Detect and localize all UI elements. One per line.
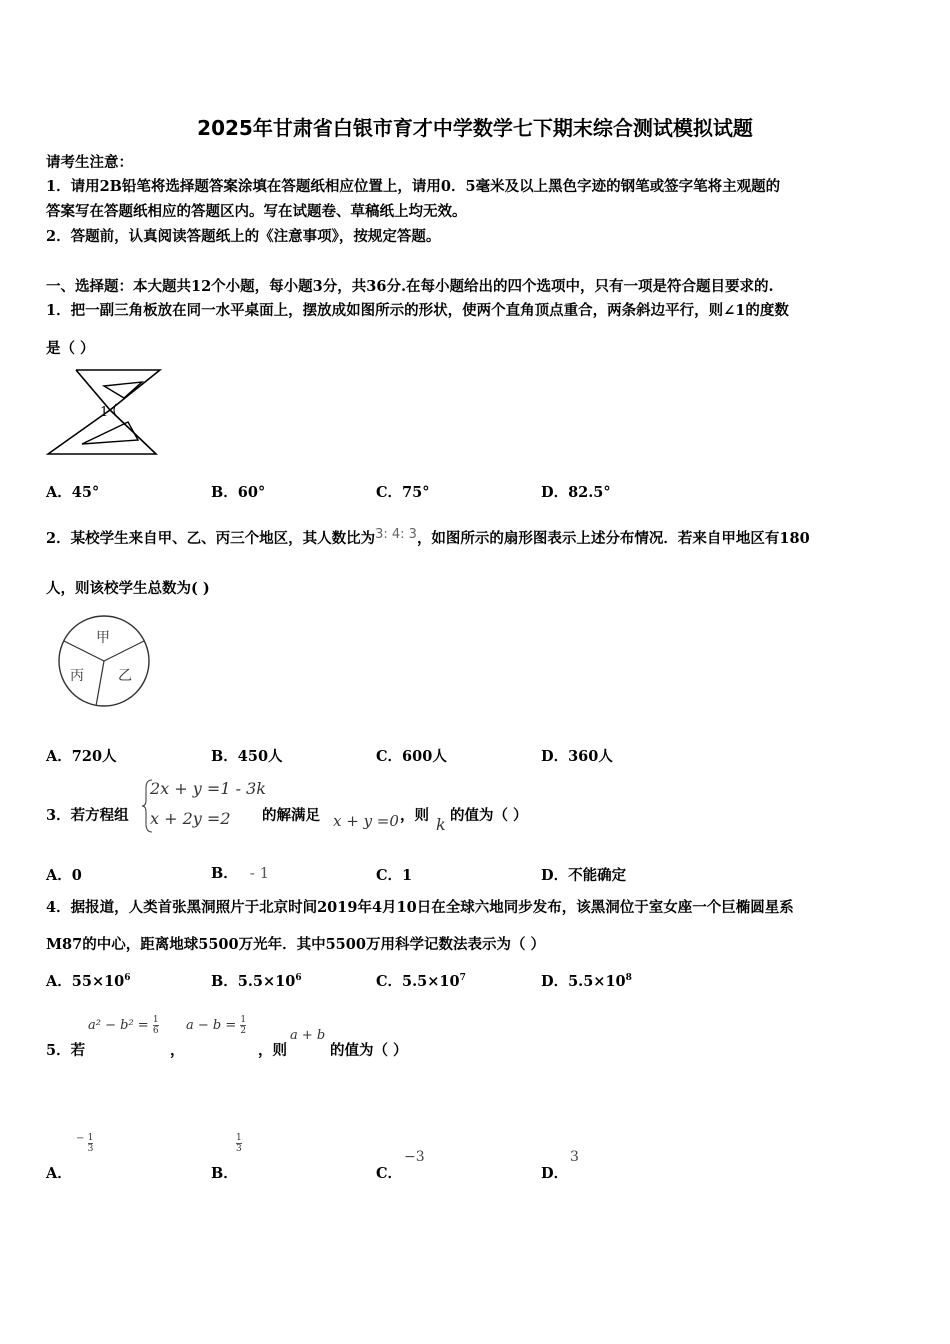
q1-option-d[interactable]: D．82.5° [541, 484, 611, 501]
q1-angle-label: 1 [100, 405, 109, 420]
q5-equation-1: a² − b² = $\frac{1}{6}$ [88, 1015, 159, 1036]
page-title: 2025年甘肃省白银市育才中学数学七下期末综合测试模拟试题 [197, 116, 753, 140]
q3-equation-1: 2x + y =1 - 3k [150, 779, 266, 798]
q3-suffix: 的值为（ ） [450, 807, 528, 824]
q5-option-b-letter[interactable]: B． [211, 1165, 238, 1182]
notice-heading: 请考生注意： [46, 154, 133, 171]
q1-option-c[interactable]: C．75° [376, 484, 430, 501]
q5-option-a-value: − $\frac{1}{3}$ [76, 1133, 94, 1154]
section-heading: 一、选择题：本大题共12个小题，每小题3分，共36分.在每小题给出的四个选项中，只有一项是符合题目要求的. [46, 278, 774, 295]
q3-option-c[interactable]: C．1 [376, 867, 413, 884]
q2-option-b[interactable]: B．450人 [211, 748, 283, 765]
q2-option-c[interactable]: C．600人 [376, 748, 447, 765]
q5-option-c-letter[interactable]: C． [376, 1165, 403, 1182]
q3-prefix: 3．若方程组 [46, 807, 129, 824]
q4-option-d[interactable]: D．$5.5\times 10^8$ [541, 973, 632, 990]
q3-equation-2: x + 2y =2 [150, 809, 231, 828]
pie-label-bing: 丙 [70, 668, 84, 684]
q1-stem-line1: 1．把一副三角板放在同一水平桌面上，摆放成如图所示的形状，使两个直角顶点重合，两条斜边平行，则∠1的度数 [46, 302, 789, 319]
q5-option-a-letter[interactable]: A． [46, 1165, 72, 1182]
q3-option-b[interactable]: B． - 1 [211, 864, 270, 882]
q5-then: ，则 [258, 1042, 287, 1059]
q5-expression: a + b [290, 1028, 326, 1043]
q4-stem-line1: 4．据报道，人类首张黑洞照片于北京时间2019年4月10日在全球六地同步发布，该黑洞位于室女座一个巨椭圆星系 [46, 899, 794, 916]
q4-stem-line2: M87的中心，距离地球5500万光年．其中5500万用科学记数法表示为（ ） [46, 936, 545, 953]
q3-then: ，则 [400, 807, 429, 824]
q3-k: k [436, 815, 446, 834]
q4-option-b[interactable]: B．$5.5\times 10^6$ [211, 973, 302, 990]
pie-label-yi: 乙 [118, 668, 132, 684]
q2-stem-line2: 人，则该校学生总数为( ) [46, 580, 210, 597]
q5-suffix: 的值为（ ） [330, 1042, 408, 1059]
q3-condition: x + y =0 [333, 812, 399, 830]
q4-option-a[interactable]: A．$55\times 10^6$ [46, 973, 131, 990]
notice-line-2: 2．答题前，认真阅读答题纸上的《注意事项》，按规定答题。 [46, 228, 441, 245]
q3-option-a[interactable]: A．0 [46, 867, 82, 884]
q2-ratio: 3: 4: 3 [375, 527, 417, 542]
notice-line-1b: 答案写在答题纸相应的答题区内。写在试题卷、草稿纸上均无效。 [46, 203, 467, 220]
q2-option-d[interactable]: D．360人 [541, 748, 613, 765]
q5-option-d-letter[interactable]: D． [541, 1165, 569, 1182]
q5-option-d-value: 3 [570, 1149, 579, 1165]
q1-triangle-figure [46, 368, 162, 456]
q1-stem-line2: 是（ ） [46, 340, 95, 357]
q1-option-b[interactable]: B．60° [211, 484, 266, 501]
q2-pie-chart [56, 614, 154, 708]
q5-comma: ， [170, 1042, 185, 1059]
q3-option-d[interactable]: D．不能确定 [541, 867, 627, 884]
pie-label-jia: 甲 [96, 630, 110, 646]
q2-option-a[interactable]: A．720人 [46, 748, 117, 765]
q2-stem-line1: 2．某校学生来自甲、乙、丙三个地区，其人数比为3: 4: 3，如图所示的扇形图表示上述分布情况．若来自甲地区有180 [46, 527, 810, 547]
q5-option-c-value: −3 [404, 1149, 425, 1165]
notice-line-1a: 1．请用2B铅笔将选择题答案涂填在答题纸相应位置上，请用0．5毫米及以上黑色字迹的钢笔或签字笔将主观题的 [46, 178, 781, 195]
q5-prefix: 5．若 [46, 1042, 86, 1059]
q5-equation-2: a − b = $\frac{1}{2}$ [186, 1015, 247, 1036]
q3-mid-text: 的解满足 [262, 807, 320, 824]
q5-option-b-value: $\frac{1}{3}$ [236, 1133, 242, 1154]
q1-option-a[interactable]: A．45° [46, 484, 100, 501]
q4-option-c[interactable]: C．$5.5\times 10^7$ [376, 973, 466, 990]
